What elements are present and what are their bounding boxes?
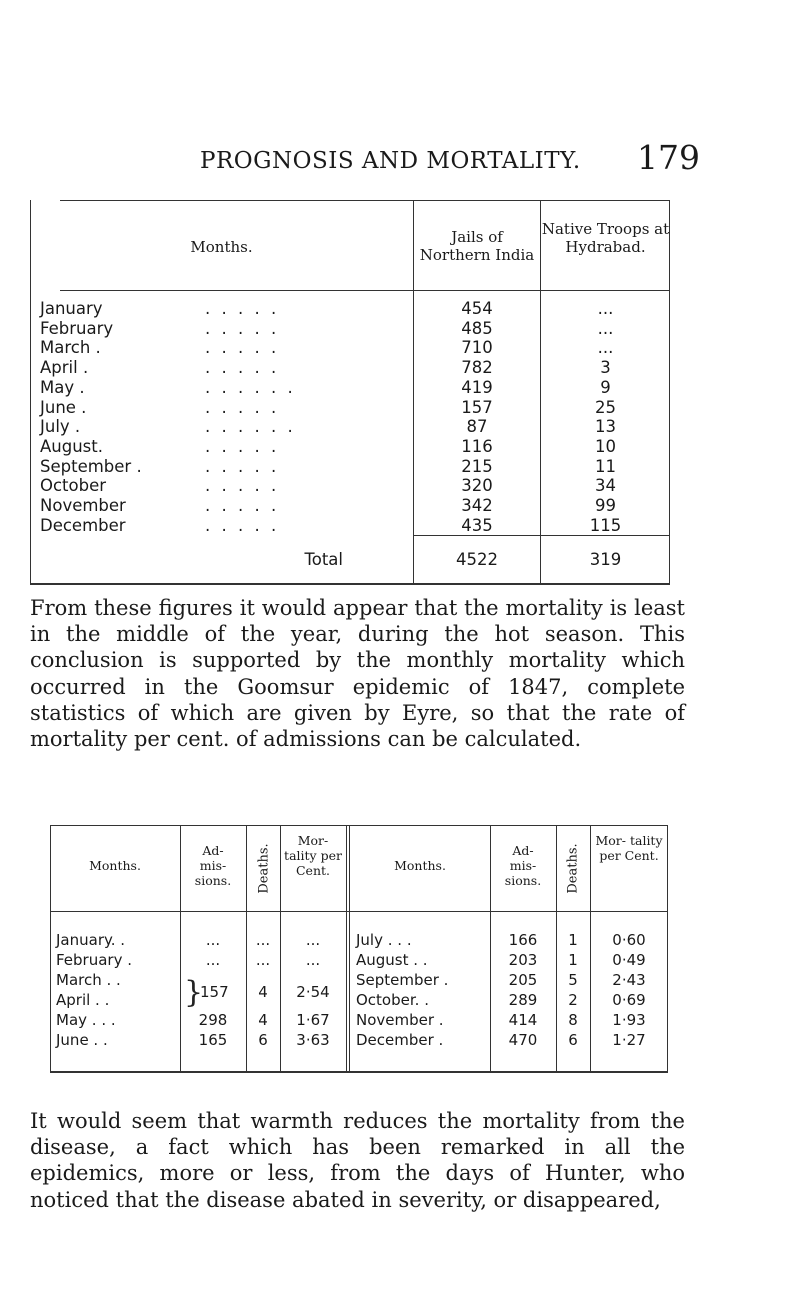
header-mortality-left: Mor- tality per Cent.: [284, 833, 342, 878]
running-title: PROGNOSIS AND MORTALITY.: [200, 148, 581, 174]
month-label: December: [40, 515, 126, 535]
troops-value: 9: [600, 377, 611, 397]
troops-value: 25: [595, 397, 616, 417]
leader-dots: . . . . .: [205, 358, 280, 378]
mortality-value: 1·67: [296, 1011, 330, 1029]
month-label: March . .: [56, 971, 121, 989]
mortality-value: ...: [305, 931, 321, 949]
month-label: May . . .: [56, 1011, 116, 1029]
admissions-value: 298: [198, 1011, 228, 1029]
jails-value: 215: [461, 456, 493, 476]
mortality-value: 0·49: [612, 951, 646, 969]
header-jails: Jails of Northern India: [419, 228, 535, 264]
month-label: May .: [40, 377, 85, 397]
header-months: Months.: [190, 238, 253, 256]
brace-glyph: }: [184, 975, 204, 1010]
troops-value: 13: [595, 417, 616, 437]
deaths-value: 1: [568, 951, 578, 969]
leader-dots: . . . . .: [205, 515, 280, 535]
deaths-value: 6: [568, 1031, 578, 1049]
jails-value: 320: [461, 476, 493, 496]
month-label: February: [40, 318, 114, 338]
month-label: February .: [56, 951, 133, 969]
mortality-by-month-table: [30, 200, 670, 585]
jails-value: 87: [466, 417, 488, 437]
jails-value: 435: [461, 515, 493, 535]
column-divider: [346, 825, 347, 1073]
month-label: June . .: [56, 1031, 108, 1049]
leader-dots: . . . . .: [205, 338, 280, 358]
header-months-right: Months.: [394, 858, 446, 873]
month-label: April .: [40, 358, 89, 378]
jails-value: 342: [461, 496, 493, 515]
admissions-value: 165: [198, 1031, 228, 1049]
admissions-value: 414: [508, 1011, 538, 1029]
month-label: March .: [40, 338, 101, 358]
troops-value: 10: [595, 436, 616, 456]
header-rule: [60, 290, 670, 291]
deaths-value: 4: [258, 1011, 268, 1029]
jails-value: 485: [461, 318, 493, 338]
admissions-value: 203: [508, 951, 538, 969]
month-label: July .: [40, 417, 81, 437]
leader-dots: . . . . .: [205, 476, 280, 496]
admissions-value: 289: [508, 991, 538, 1009]
month-label: October: [40, 476, 107, 496]
total-troops: 319: [589, 550, 622, 569]
troops-value: ...: [597, 299, 614, 318]
jails-value: 782: [461, 358, 493, 378]
header-deaths-left: Deaths.: [256, 843, 272, 894]
troops-value: 34: [595, 476, 616, 496]
table-top-rule: [60, 200, 670, 201]
mortality-value: 3·63: [296, 1031, 330, 1049]
paragraph-1: From these figures it would appear that the mortality is least in the middle of the year, during the hot season. This conclusion is supported by the monthly mortality which occurred in the Goomsur epidemic of 1847, complete statistics of which are given by Eyre, so that the rate of mortality per cent. of admissions can be calculated.: [30, 596, 685, 752]
leader-dots: . . . . .: [205, 318, 280, 338]
page-number: 179: [637, 138, 700, 177]
jails-value: 116: [461, 436, 493, 456]
admissions-value: 470: [508, 1031, 538, 1049]
jails-value: 710: [461, 338, 493, 358]
mortality-value: 0·69: [612, 991, 646, 1009]
leader-dots: . . . . . .: [205, 377, 296, 397]
leader-dots: . . . . .: [205, 496, 280, 515]
troops-value: ...: [597, 318, 614, 338]
paragraph-2: It would seem that warmth reduces the mortality from the disease, a fact which has been remarked in all the epidemics, more or less, from the days of Hunter, who noticed that the disease abated in severity, or disappeared,: [30, 1109, 685, 1212]
admissions-value: 205: [508, 971, 538, 989]
month-label: December .: [356, 1031, 444, 1049]
admissions-value: ...: [205, 951, 221, 969]
month-label: September .: [40, 456, 142, 476]
admissions-value: 166: [508, 931, 538, 949]
mortality-value: 1·27: [612, 1031, 646, 1049]
troops-value: 3: [600, 358, 611, 378]
header-deaths-right: Deaths.: [565, 843, 581, 894]
march-april-deaths: 4: [258, 983, 268, 1001]
leader-dots: . . . . .: [205, 299, 280, 318]
month-label: November: [40, 496, 126, 515]
deaths-value: ...: [255, 951, 271, 969]
deaths-value: 8: [568, 1011, 578, 1029]
leader-dots: . . . . .: [205, 456, 280, 476]
leader-dots: . . . . . .: [205, 417, 296, 437]
troops-value: 115: [589, 515, 622, 535]
troops-value: 99: [595, 496, 616, 515]
total-label: [30, 550, 413, 570]
jails-value: 454: [461, 299, 493, 318]
admissions-value: ...: [205, 931, 221, 949]
mortality-value: 1·93: [612, 1011, 646, 1029]
total-label-text: Total: [304, 550, 343, 569]
total-jails: 4522: [456, 550, 498, 569]
header-admissions-left: Ad- mis- sions.: [194, 843, 232, 888]
deaths-value: 2: [568, 991, 578, 1009]
header-admissions-right: Ad- mis- sions.: [504, 843, 542, 888]
month-label: September .: [356, 971, 449, 989]
deaths-value: ...: [255, 931, 271, 949]
deaths-value: 6: [258, 1031, 268, 1049]
header-mortality-right: Mor- tality per Cent.: [595, 833, 663, 863]
jails-value: 419: [461, 377, 493, 397]
march-april-admissions: 157: [200, 983, 229, 1001]
troops-value: 11: [595, 456, 616, 476]
jails-value: 157: [461, 397, 493, 417]
troops-value: ...: [597, 338, 614, 358]
month-label: November .: [356, 1011, 444, 1029]
leader-dots: . . . . .: [205, 397, 280, 417]
mortality-value: ...: [305, 951, 321, 969]
month-label: August . .: [356, 951, 428, 969]
header-rule: [50, 911, 668, 912]
mortality-value: 2·43: [612, 971, 646, 989]
month-label: October. .: [356, 991, 429, 1009]
goomsur-epidemic-table: [50, 825, 668, 1075]
march-april-mortality: 2·54: [296, 983, 330, 1001]
month-label: August.: [40, 436, 103, 456]
month-label: July . . .: [356, 931, 412, 949]
deaths-value: 1: [568, 931, 578, 949]
month-label: June .: [40, 397, 87, 417]
page-header: [0, 138, 800, 188]
leader-dots: . . . . .: [205, 436, 280, 456]
month-label: April . .: [56, 991, 110, 1009]
header-troops: Native Troops at Hydrabad.: [541, 220, 670, 256]
mortality-value: 0·60: [612, 931, 646, 949]
deaths-value: 5: [568, 971, 578, 989]
month-label: January: [40, 299, 103, 318]
header-months-left: Months.: [89, 858, 141, 873]
month-label: January. .: [56, 931, 126, 949]
